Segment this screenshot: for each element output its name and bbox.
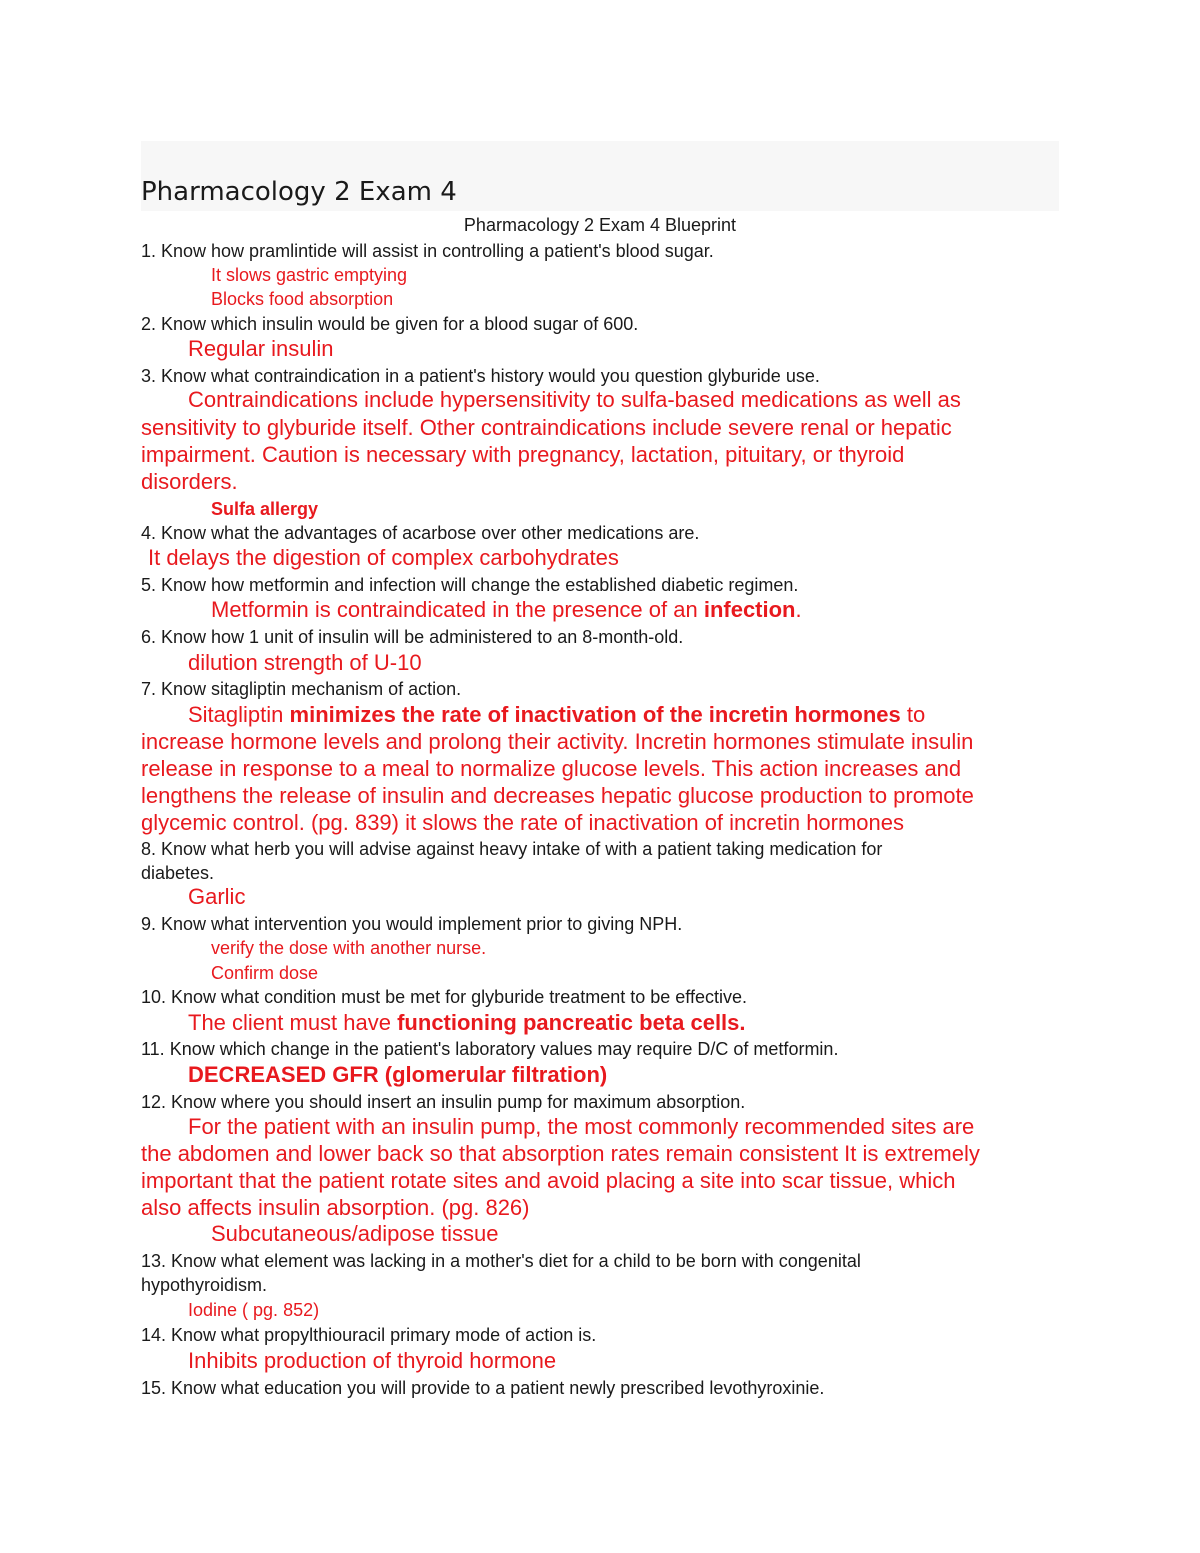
answer-12-short: Subcutaneous/adipose tissue [211,1221,499,1246]
title-banner [141,141,1059,211]
answer-1b: Blocks food absorption [211,289,394,309]
answer-3-line-1: Contraindications include hypersensitivity to sulfa-based medications as well as [188,387,961,412]
question-13-line-1: 13. Know what element was lacking in a mother's diet for a child to be born with congenital [141,1251,861,1271]
question-10: 10. Know what condition must be met for glyburide treatment to be effective. [141,987,747,1007]
answer-9b: Confirm dose [211,963,319,983]
answer-7-line-3: release in response to a meal to normalize glucose levels. This action increases and [141,756,962,781]
question-15: 15. Know what education you will provide to a patient newly prescribed levothyroxinie. [141,1378,825,1398]
answer-7-line-1 [188,703,925,727]
answer-6: dilution strength of U-10 [188,650,422,675]
question-4: 4. Know what the advantages of acarbose over other medications are. [141,523,700,543]
question-11: 11. Know which change in the patient's laboratory values may require D/C of metformin. [141,1039,839,1059]
answer-3-line-4: disorders. [141,469,238,494]
answer-7-tail: to [900,702,926,727]
answer-5-emphasis: infection [703,597,796,622]
answer-10 [188,1011,746,1035]
answer-8: Garlic [188,884,246,909]
answer-12-line-1: For the patient with an insulin pump, the most commonly recommended sites are [188,1114,975,1139]
question-7: 7. Know sitagliptin mechanism of action. [141,679,462,699]
answer-4: It delays the digestion of complex carbohydrates [148,545,619,570]
question-12: 12. Know where you should insert an insulin pump for maximum absorption. [141,1092,746,1112]
document-subtitle: Pharmacology 2 Exam 4 Blueprint [463,215,737,235]
answer-13: Iodine ( pg. 852) [188,1300,320,1320]
answer-5-period: . [795,597,802,622]
question-5: 5. Know how metformin and infection will change the established diabetic regimen. [141,575,799,595]
document-title: Pharmacology 2 Exam 4 [141,177,457,207]
question-6: 6. Know how 1 unit of insulin will be administered to an 8-month-old. [141,627,684,647]
answer-5 [211,598,802,622]
answer-10-emphasis: functioning pancreatic beta cells. [397,1010,746,1035]
question-8-line-2: diabetes. [141,863,215,883]
question-1: 1. Know how pramlintide will assist in controlling a patient's blood sugar. [141,241,714,261]
answer-7-text: Sitagliptin [188,702,290,727]
answer-14: Inhibits production of thyroid hormone [188,1348,557,1373]
question-2: 2. Know which insulin would be given for a blood sugar of 600. [141,314,639,334]
answer-7-line-4: lengthens the release of insulin and decreases hepatic glucose production to promote [141,783,974,808]
answer-3-short: Sulfa allergy [211,499,319,519]
question-8-line-1: 8. Know what herb you will advise against heavy intake of with a patient taking medication for [141,839,883,859]
answer-7-line-5: glycemic control. (pg. 839) it slows the rate of inactivation of incretin hormones [141,810,905,835]
answer-5-text: Metformin is contraindicated in the presence of an [211,597,704,622]
answer-2: Regular insulin [188,336,334,361]
answer-7-emphasis: minimizes the rate of inactivation of the incretin hormones [289,702,901,727]
answer-10-text: The client must have [188,1010,398,1035]
answer-12-line-2: the abdomen and lower back so that absorption rates remain consistent It is extremely [141,1141,980,1166]
answer-1a: It slows gastric emptying [211,265,408,285]
question-9: 9. Know what intervention you would implement prior to giving NPH. [141,914,683,934]
answer-7-line-2: increase hormone levels and prolong their activity. Incretin hormones stimulate insulin [141,729,974,754]
answer-12-line-3: important that the patient rotate sites and avoid placing a site into scar tissue, which [141,1168,956,1193]
answer-9a: verify the dose with another nurse. [211,938,487,958]
answer-3-line-3: impairment. Caution is necessary with pregnancy, lactation, pituitary, or thyroid [141,442,905,467]
answer-11: DECREASED GFR (glomerular filtration) [188,1062,608,1087]
answer-12-line-4: also affects insulin absorption. (pg. 826) [141,1195,530,1220]
answer-3-line-2: sensitivity to glyburide itself. Other contraindications include severe renal or hepatic [141,415,952,440]
question-14: 14. Know what propylthiouracil primary mode of action is. [141,1325,597,1345]
question-13-line-2: hypothyroidism. [141,1275,268,1295]
question-3: 3. Know what contraindication in a patient's history would you question glyburide use. [141,366,820,386]
